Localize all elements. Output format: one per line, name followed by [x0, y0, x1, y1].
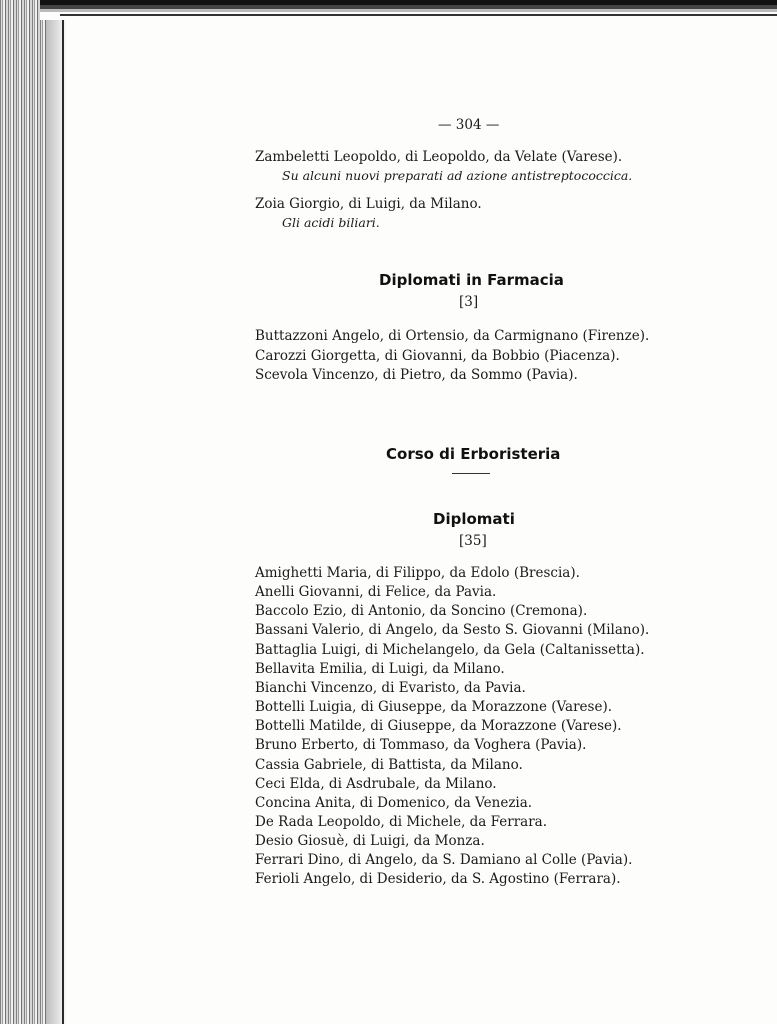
section-heading-farmacia: Diplomati in Farmacia	[379, 271, 564, 289]
list-item: Baccolo Ezio, di Antonio, da Soncino (Cremona).	[255, 603, 588, 620]
list-item: Ferrari Dino, di Angelo, da S. Damiano al Colle (Pavia).	[255, 852, 633, 869]
list-item: Battaglia Luigi, di Michelangelo, da Gela (Caltanissetta).	[255, 641, 645, 658]
section-heading-erboristeria: Corso di Erboristeria	[386, 445, 561, 463]
list-item: Cassia Gabriele, di Battista, da Milano.	[255, 756, 523, 773]
page-number: — 304 —	[438, 117, 500, 133]
page-top-shadow	[40, 0, 777, 20]
book-binding-edge	[0, 0, 80, 1024]
list-item: Ceci Elda, di Asdrubale, da Milano.	[255, 775, 497, 792]
page-top-rule	[60, 14, 777, 16]
laureato-name: Zambeletti Leopoldo, di Leopoldo, da Velate (Varese).	[255, 149, 623, 165]
list-item: Ferioli Angelo, di Desiderio, da S. Agostino (Ferrara).	[255, 871, 621, 888]
section-count: [3]	[459, 294, 479, 310]
list-item: Scevola Vincenzo, di Pietro, da Sommo (Pavia).	[255, 367, 578, 383]
list-item: Carozzi Giorgetta, di Giovanni, da Bobbio (Piacenza).	[255, 347, 620, 364]
thesis-title: Su alcuni nuovi preparati ad azione antistreptococcica.	[282, 168, 633, 183]
list-item: Bruno Erberto, di Tommaso, da Voghera (Pavia).	[255, 737, 587, 754]
list-item: Bellavita Emilia, di Luigi, da Milano.	[255, 660, 505, 677]
list-item: Bassani Valerio, di Angelo, da Sesto S. Giovanni (Milano).	[255, 622, 650, 639]
list-item: De Rada Leopoldo, di Michele, da Ferrara.	[255, 813, 548, 830]
section-divider	[452, 473, 490, 474]
list-item: Bottelli Matilde, di Giuseppe, da Morazzone (Varese).	[255, 718, 622, 735]
section-count: [35]	[459, 533, 487, 549]
laureato-name: Zoia Giorgio, di Luigi, da Milano.	[255, 196, 482, 212]
list-item: Bottelli Luigia, di Giuseppe, da Morazzone (Varese).	[255, 699, 613, 716]
list-item: Amighetti Maria, di Filippo, da Edolo (Brescia).	[255, 565, 580, 581]
list-item: Anelli Giovanni, di Felice, da Pavia.	[255, 584, 497, 601]
list-item: Desio Giosuè, di Luigi, da Monza.	[255, 833, 485, 850]
list-item: Bianchi Vincenzo, di Evaristo, da Pavia.	[255, 679, 526, 696]
thesis-title: Gli acidi biliari.	[282, 215, 380, 230]
list-item: Buttazzoni Angelo, di Ortensio, da Carmignano (Firenze).	[255, 328, 650, 344]
subsection-heading-diplomati: Diplomati	[433, 510, 515, 528]
list-item: Concina Anita, di Domenico, da Venezia.	[255, 794, 533, 811]
